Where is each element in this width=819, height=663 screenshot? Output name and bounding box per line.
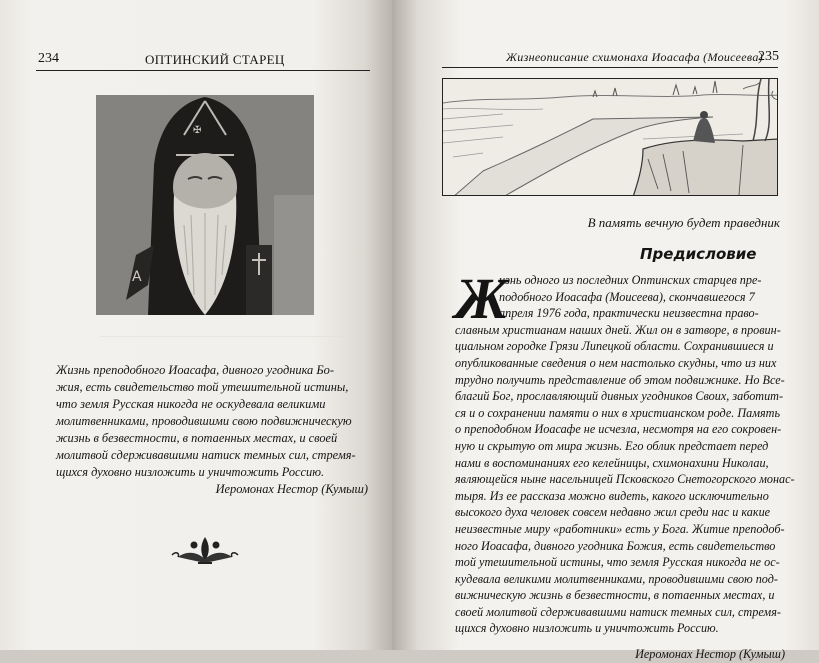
body-line: подобного Иоасафа (Моисеева), скончавшегося 7	[499, 289, 755, 304]
body-line: изнь одного из последних Оптинских старцев пре-	[499, 273, 762, 287]
body-line: кудевала великими молитвенниками, проводившими свою под-	[455, 571, 778, 586]
left-verse-block	[56, 362, 368, 498]
verse-line: что земля Русская никогда не оскудевала великими	[56, 397, 326, 411]
body-line: щихся духовно низложить и уничтожить Россию.	[455, 621, 719, 636]
verse-line: жия, есть свидетельство той утешительной истины,	[56, 380, 349, 394]
body-line: циальном городке Грязи Липецкой области. Сохранившиеся и	[455, 339, 774, 354]
verse-line: Жизнь преподобного Иоасафа, дивного угодника Бо-	[56, 363, 334, 377]
floral-ornament	[170, 533, 240, 572]
body-line: своей молитвой сдерживавшими натиск темных сил, стремя-	[455, 604, 781, 619]
body-line: неизвестные миру «работники» есть у Бога. Житие преподоб-	[455, 521, 785, 536]
body-line: трудно получить представление об этом подвижнике. Но Все-	[455, 372, 785, 387]
left-running-head: ОПТИНСКИЙ СТАРЕЦ	[145, 52, 285, 67]
svg-text:✠: ✠	[193, 125, 202, 136]
body-line: о преподобном Иоасафе не исчезла, несмотря на его сокровен-	[455, 422, 782, 437]
body-line: благий Бог, прославляющий дивных угодников Своих, заботит-	[455, 389, 784, 404]
body-line: тыря. Из ее рассказа можно видеть, какого исключительно	[455, 488, 769, 503]
landscape-sketch	[442, 78, 778, 196]
body-line: славным христианам наших дней. Жил он в затворе, в провин-	[455, 322, 781, 337]
body-line: являющейся ныне насельницей Псковского Снетогорского монас-	[455, 472, 795, 487]
monk-portrait	[96, 95, 314, 315]
svg-text:A: A	[132, 269, 142, 285]
bleed-through-text	[100, 320, 350, 337]
right-running-head: Жизнеописание схимонаха Иоасафа (Моисеева)	[506, 50, 763, 64]
body-line: опубликованные сведения о нем настолько скудны, что из них	[455, 355, 777, 370]
body-line: нами в воспоминаниях его келейницы, схимонахини Николаи,	[455, 455, 769, 470]
preface-body	[455, 266, 795, 663]
verse-line: молитвой сдерживавшими натиск темных сил, стремя-	[56, 448, 356, 462]
left-signature: Иеромонах Нестор (Кумыш)	[215, 482, 368, 496]
section-title: Предисловие	[640, 245, 757, 263]
body-line: ного Иоасафа, дивного угодника Божия, есть свидетельство	[455, 538, 776, 553]
verse-line: щихся духовно низложить и уничтожить Россию.	[56, 465, 325, 479]
right-header-rule	[442, 67, 778, 68]
epigraph: В память вечную будет праведник	[587, 215, 780, 230]
body-line: ную и скрытую от мира жизнь. Его облик предстает перед	[455, 438, 769, 453]
left-page-number: 234	[38, 51, 59, 66]
body-line: апреля 1976 года, практически неизвестна право-	[499, 306, 759, 321]
drop-cap: Ж	[455, 266, 509, 331]
verse-line: жизнь в безвестности, в потаенных местах, и своей	[56, 431, 338, 445]
right-signature: Иеромонах Нестор (Кумыш)	[635, 647, 785, 662]
left-header-rule	[36, 70, 370, 71]
verse-line: молитвенниками, проводившими свою подвижническую	[56, 414, 352, 428]
body-line: той утешительной истины, что земля Русская никогда не ос-	[455, 555, 780, 570]
right-page-number: 235	[758, 49, 779, 64]
body-line: высокого духа человек совсем недавно жил среди нас и какие	[455, 505, 771, 520]
body-line: вижническую жизнь в безвестности, в потаенных местах, и	[455, 588, 775, 603]
body-line: ся и о сохранении памяти о них в христианском роде. Память	[455, 405, 781, 420]
